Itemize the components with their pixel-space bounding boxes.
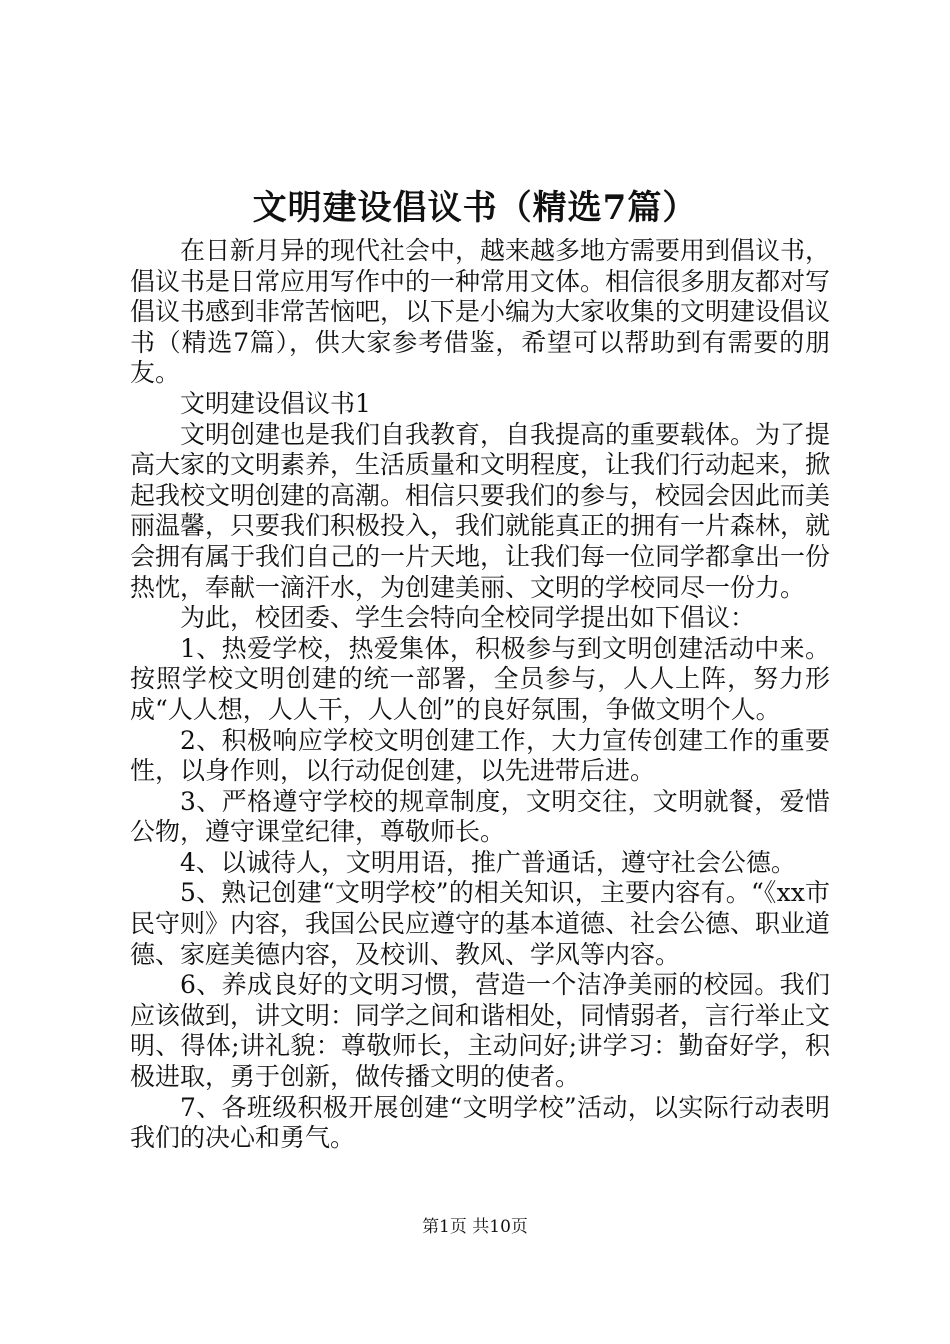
proposal-item-5: 5、熟记创建“文明学校”的相关知识，主要内容有。“《xx市民守则》内容，我国公民应遵守的基本道德、社会公德、职业道德、家庭美德内容，及校训、教风、学风等内容。 [130,878,831,969]
body-paragraph: 为此，校团委、学生会特向全校同学提出如下倡议： [180,603,756,633]
proposal-item-4: 4、以诚待人，文明用语，推广普通话，遵守社会公德。 [180,847,796,877]
intro-paragraph: 在日新月异的现代社会中，越来越多地方需要用到倡议书，倡议书是日常应用写作中的一种常用文体。相信很多朋友都对写倡议书感到非常苦恼吧，以下是小编为大家收集的文明建设倡议书（精选7篇），供大家参考借鉴，希望可以帮助到有需要的朋友。 [130,236,831,388]
proposal-item-6: 6、养成良好的文明习惯，营造一个洁净美丽的校园。我们应该做到，讲文明：同学之间和谐相处，同情弱者，言行举止文明、得体;讲礼貌：尊敬师长，主动问好;讲学习：勤奋好学，积极进取，勇于创新，做传播文明的使者。 [130,970,831,1092]
document-body [130,236,830,1154]
proposal-item-7: 7、各班级积极开展创建“文明学校”活动，以实际行动表明我们的决心和勇气。 [130,1092,830,1153]
proposal-item-1: 1、热爱学校，热爱集体，积极参与到文明创建活动中来。按照学校文明创建的统一部署，全员参与，人人上阵，努力形成“人人想，人人干，人人创”的良好氛围，争做文明个人。 [130,633,830,724]
proposal-item-3: 3、严格遵守学校的规章制度，文明交往，文明就餐，爱惜公物，遵守课堂纪律，尊敬师长。 [130,786,830,847]
body-paragraph: 文明创建也是我们自我教育，自我提高的重要载体。为了提高大家的文明素养，生活质量和文明程度，让我们行动起来，掀起我校文明创建的高潮。相信只要我们的参与，校园会因此而美丽温馨，只要我们积极投入，我们就能真正的拥有一片森林，就会拥有属于我们自己的一片天地，让我们每一位同学都拿出一份热忱，奉献一滴汗水，为创建美丽、文明的学校同尽一份力。 [130,419,831,602]
section-heading: 文明建设倡议书1 [180,388,371,418]
proposal-item-2: 2、积极响应学校文明创建工作，大力宣传创建工作的重要性，以身作则，以行动促创建，以先进带后进。 [130,725,830,786]
page-footer: 第1页 共10页 [422,1217,528,1237]
page-title: 文明建设倡议书（精选7篇） [252,188,698,228]
